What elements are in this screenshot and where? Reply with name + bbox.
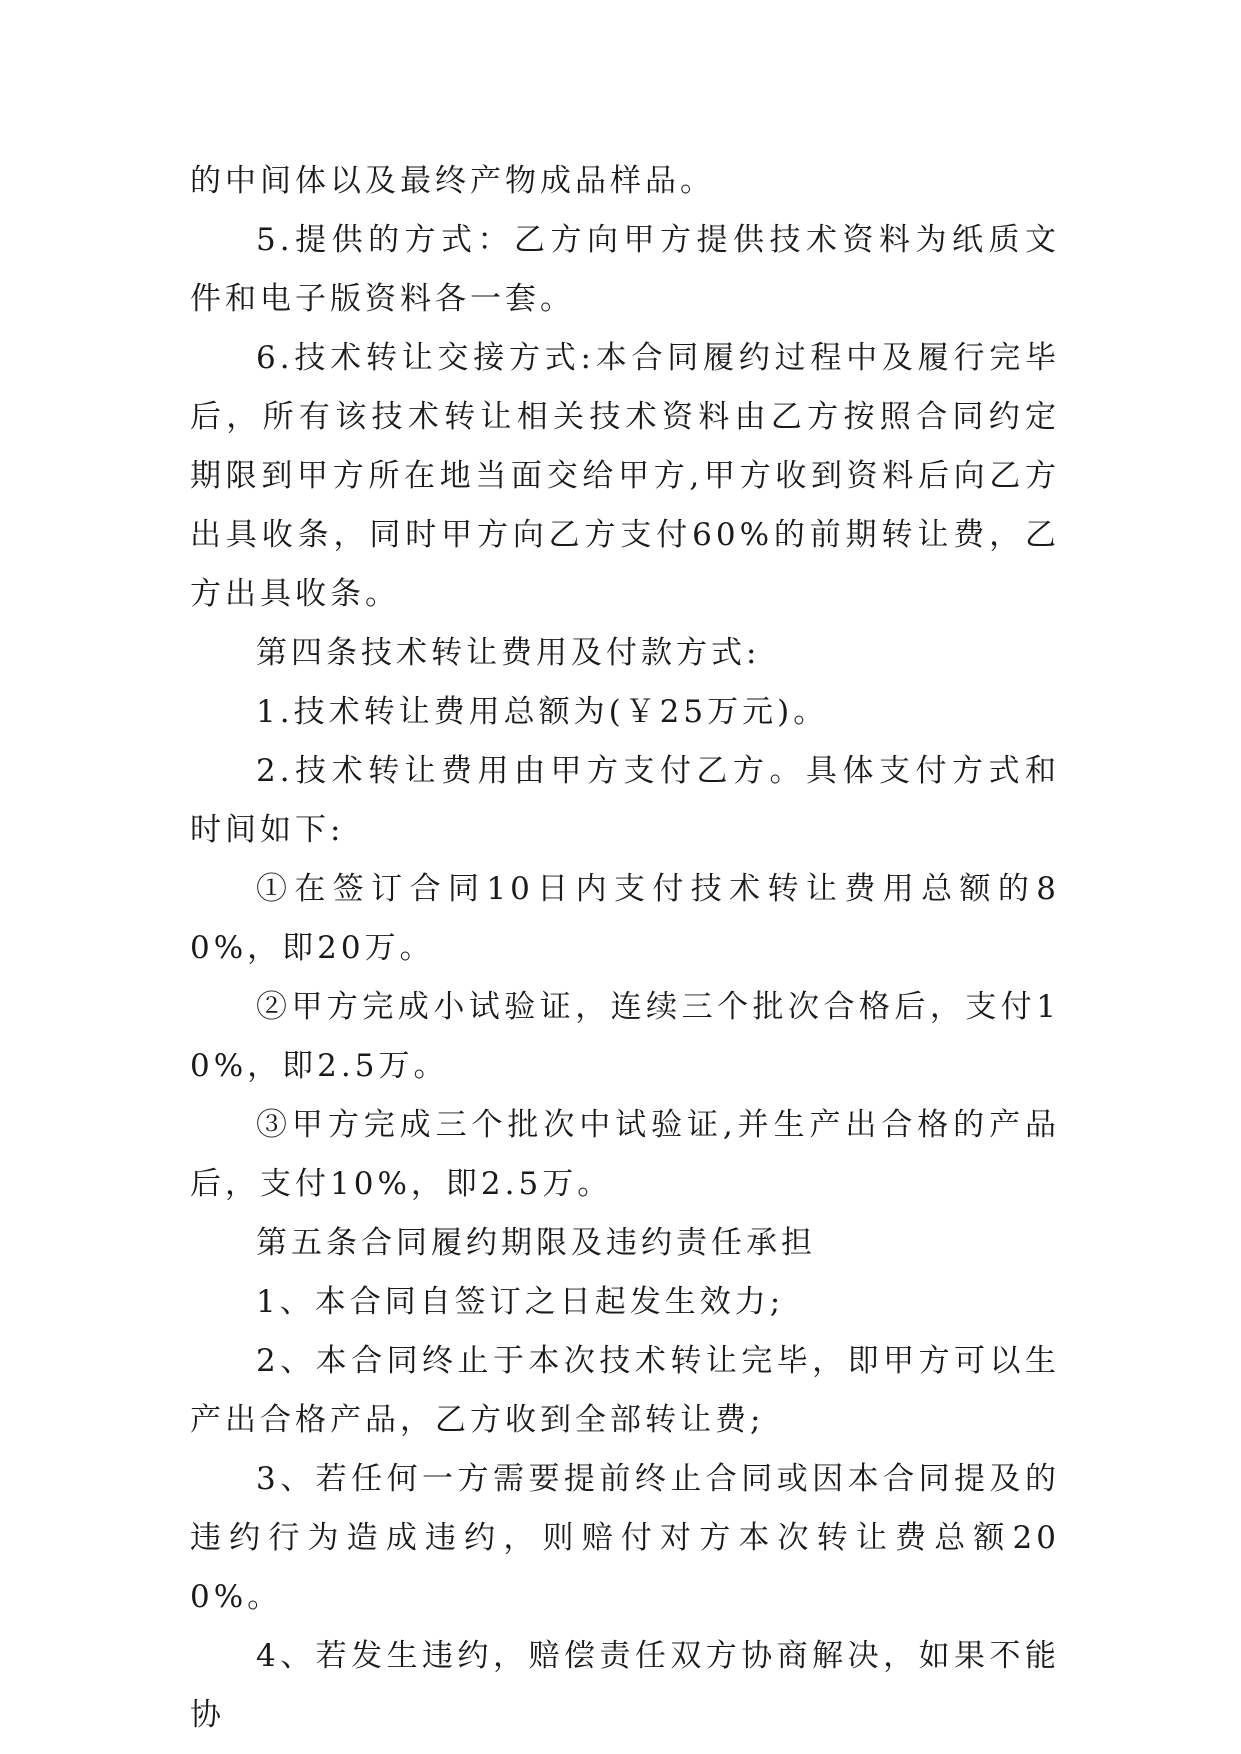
- document-body: [190, 152, 1060, 1745]
- paragraph-payment-item-1: ①在签订合同10日内支付技术转让费用总额的80%，即20万。: [190, 871, 1060, 966]
- paragraph-provision-method: 5.提供的方式：乙方向甲方提供技术资料为纸质文件和电子版资料各一套。: [190, 222, 1060, 317]
- paragraph-clause-4: 4、若发生违约，赔偿责任双方协商解决，如果不能协: [190, 1638, 1060, 1733]
- paragraph-clause-2: 2、本合同终止于本次技术转让完毕，即甲方可以生产出合格产品，乙方收到全部转让费;: [190, 1343, 1060, 1438]
- paragraph-payment-method: 2.技术转让费用由甲方支付乙方。具体支付方式和时间如下:: [190, 753, 1060, 848]
- heading-article-five: 第五条合同履约期限及违约责任承担: [256, 1225, 816, 1261]
- heading-article-four: 第四条技术转让费用及付款方式:: [256, 635, 761, 671]
- paragraph-payment-item-2: ②甲方完成小试验证，连续三个批次合格后，支付10%，即2.5万。: [190, 989, 1060, 1084]
- paragraph-handover-method: 6.技术转让交接方式:本合同履约过程中及履行完毕后，所有该技术转让相关技术资料由乙方按照合同约定期限到甲方所在地当面交给甲方,甲方收到资料后向乙方出具收条，同时甲方向乙方支付60%的前期转让费，乙方出具收条。: [190, 340, 1060, 612]
- paragraph-clause-3: 3、若任何一方需要提前终止合同或因本合同提及的违约行为造成违约，则赔付对方本次转让费总额200%。: [190, 1461, 1060, 1615]
- paragraph-fee-total: 1.技术转让费用总额为(￥25万元)。: [256, 694, 829, 730]
- paragraph-payment-item-3: ③甲方完成三个批次中试验证,并生产出合格的产品后，支付10%，即2.5万。: [190, 1107, 1060, 1202]
- paragraph-continuation: 的中间体以及最终产物成品样品。: [190, 163, 715, 199]
- paragraph-clause-1: 1、本合同自签订之日起发生效力;: [256, 1284, 785, 1320]
